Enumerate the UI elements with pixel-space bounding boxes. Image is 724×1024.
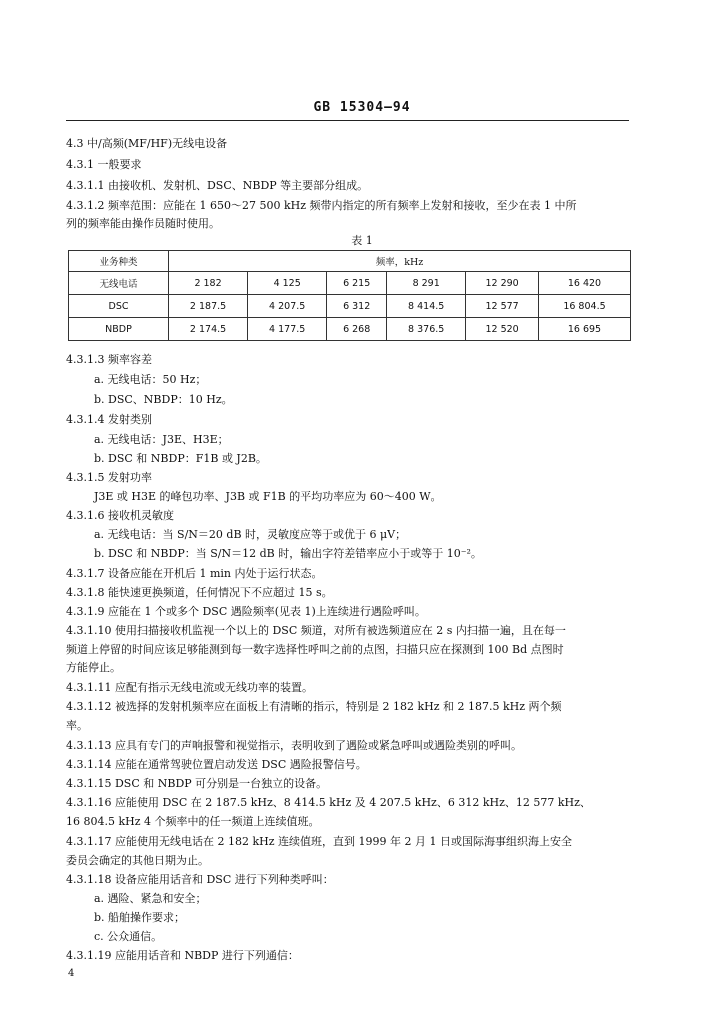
standard-code-header: GB 15304—94	[313, 100, 411, 115]
text-line: 16 804.5 kHz 4 个频率中的任一频道上连续值班。	[66, 815, 320, 828]
text-line: 4.3.1.11 应配有指示无线电流或无线功率的装置。	[66, 681, 313, 694]
frequency-header: 频率，kHz	[169, 251, 631, 272]
row-service-label: DSC	[69, 295, 169, 318]
text-line: 列的频率能由操作员随时使用。	[66, 217, 220, 230]
table-header-row	[69, 251, 631, 272]
frequency-cell: 6 312	[327, 295, 387, 318]
text-line: 4.3.1.7 设备应能在开机后 1 min 内处于运行状态。	[66, 567, 323, 580]
text-line: 4.3.1.13 应具有专门的声响报警和视觉指示，表明收到了遇险或紧急呼叫或遇险类别的呼叫。	[66, 739, 522, 752]
text-line: 4.3.1.18 设备应能用话音和 DSC 进行下列种类呼叫：	[66, 873, 334, 886]
text-line: J3E 或 H3E 的峰包功率、J3B 或 F1B 的平均功率应为 60～400 W。	[94, 490, 442, 503]
text-line: 率。	[66, 719, 88, 732]
frequency-cell: 2 187.5	[169, 295, 248, 318]
text-line: 4.3.1.6 接收机灵敏度	[66, 509, 174, 522]
text-line: 4.3.1.10 使用扫描接收机监视一个以上的 DSC 频道，对所有被选频道应在 2 s 内扫描一遍，且在每一	[66, 624, 566, 637]
frequency-cell: 12 520	[466, 318, 539, 341]
text-line: a. 遇险、紧急和安全；	[94, 892, 207, 905]
text-line: a. 无线电话：当 S/N＝20 dB 时，灵敏度应等于或优于 6 μV；	[94, 528, 407, 541]
text-line: 4.3.1.1 由接收机、发射机、DSC、NBDP 等主要部分组成。	[66, 179, 369, 192]
frequency-cell: 8 414.5	[387, 295, 466, 318]
frequency-cell: 2 174.5	[169, 318, 248, 341]
text-line: 4.3.1.19 应能用话音和 NBDP 进行下列通信：	[66, 949, 299, 962]
table-row	[69, 318, 631, 341]
text-line: 4.3.1.2 频率范围：应能在 1 650～27 500 kHz 频带内指定的所有频率上发射和接收，至少在表 1 中所	[66, 199, 577, 212]
header-rule	[66, 120, 629, 121]
text-line: b. DSC、NBDP：10 Hz。	[94, 393, 233, 406]
frequency-cell: 4 177.5	[248, 318, 327, 341]
frequency-cell: 16 695	[538, 318, 630, 341]
text-line: 4.3.1.14 应能在通常驾驶位置启动发送 DSC 遇险报警信号。	[66, 758, 367, 771]
table-row	[69, 295, 631, 318]
service-type-header: 业务种类	[69, 251, 169, 272]
text-line: b. DSC 和 NBDP：F1B 或 J2B。	[94, 452, 267, 465]
text-line: 4.3.1.17 应能使用无线电话在 2 182 kHz 连续值班，直到 1999 年 2 月 1 日或国际海事组织海上安全	[66, 835, 572, 848]
frequency-cell: 2 182	[169, 272, 248, 295]
text-line: 4.3.1.4 发射类别	[66, 413, 152, 426]
frequency-cell: 4 125	[248, 272, 327, 295]
frequency-table	[68, 250, 631, 341]
row-service-label: NBDP	[69, 318, 169, 341]
frequency-cell: 12 290	[466, 272, 539, 295]
text-line: 4.3.1.12 被选择的发射机频率应在面板上有清晰的指示，特别是 2 182 kHz 和 2 187.5 kHz 两个频	[66, 700, 562, 713]
text-line: c. 公众通信。	[94, 930, 163, 943]
text-line: 4.3.1.8 能快速更换频道，任何情况下不应超过 15 s。	[66, 586, 333, 599]
frequency-cell: 16 804.5	[538, 295, 630, 318]
frequency-cell: 6 215	[327, 272, 387, 295]
text-line: 4.3.1 一般要求	[66, 158, 142, 171]
text-line: a. 无线电话：50 Hz；	[94, 373, 207, 386]
frequency-cell: 4 207.5	[248, 295, 327, 318]
text-line: b. 船舶操作要求；	[94, 911, 186, 924]
text-line: 4.3.1.16 应能使用 DSC 在 2 187.5 kHz、8 414.5 kHz 及 4 207.5 kHz、6 312 kHz、12 577 kHz、	[66, 796, 591, 809]
table-row	[69, 272, 631, 295]
frequency-cell: 8 376.5	[387, 318, 466, 341]
text-line: 4.3.1.9 应能在 1 个或多个 DSC 遇险频率(见表 1)上连续进行遇险呼叫。	[66, 605, 426, 618]
text-line: 4.3 中/高频(MF/HF)无线电设备	[66, 137, 228, 150]
page-number: 4	[68, 968, 75, 979]
text-line: a. 无线电话：J3E、H3E；	[94, 433, 229, 446]
text-line: b. DSC 和 NBDP：当 S/N＝12 dB 时，输出字符差错率应小于或等于 10⁻²。	[94, 547, 482, 560]
text-line: 频道上停留的时间应该足够能测到每一数字选择性呼叫之前的点图，扫描只应在探测到 100 Bd 点图时	[66, 643, 564, 656]
text-line: 4.3.1.3 频率容差	[66, 353, 152, 366]
table-title: 表 1	[351, 234, 373, 247]
frequency-cell: 12 577	[466, 295, 539, 318]
text-line: 4.3.1.15 DSC 和 NBDP 可分别是一台独立的设备。	[66, 777, 328, 790]
text-line: 委员会确定的其他日期为止。	[66, 854, 209, 867]
row-service-label: 无线电话	[69, 272, 169, 295]
frequency-cell: 6 268	[327, 318, 387, 341]
text-line: 4.3.1.5 发射功率	[66, 471, 152, 484]
text-line: 方能停止。	[66, 661, 121, 674]
frequency-cell: 16 420	[538, 272, 630, 295]
frequency-cell: 8 291	[387, 272, 466, 295]
